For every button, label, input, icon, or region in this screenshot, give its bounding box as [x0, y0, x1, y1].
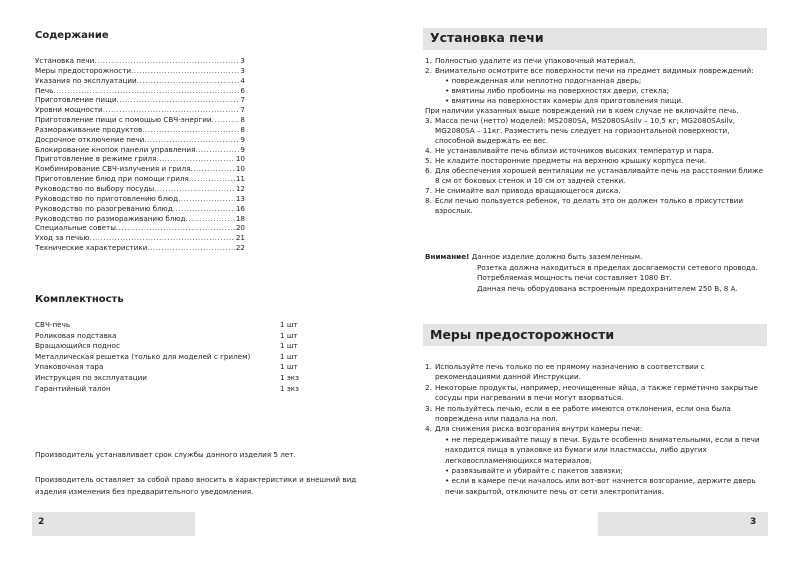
- kit-row: [35, 373, 305, 384]
- warning-label: Внимание!: [425, 252, 470, 261]
- numbered-item: [425, 156, 763, 166]
- toc-entry-page: 10: [235, 164, 245, 174]
- item-number: 3.: [425, 403, 432, 413]
- page-number-right: 3: [750, 517, 757, 527]
- kit-item: Металлическая решетка (только для моделей с грилем): [35, 351, 251, 361]
- toc-entry-page: 8: [240, 115, 245, 125]
- toc-entry-title: Приготовление в режиме гриля: [35, 154, 157, 164]
- bullet-item: • вмятины на поверхностях камеры для приготовления пищи.: [445, 96, 684, 105]
- toc-entry-title: Руководство по разогреванию блюд: [35, 203, 173, 213]
- bullet-item: • развязывайте и убирайте с пакетов завязки;: [445, 466, 623, 476]
- toc-entry-page: 13: [235, 193, 245, 203]
- numbered-item: [425, 424, 763, 434]
- toc-entry-page: 7: [240, 105, 245, 115]
- item-number: 2.: [425, 382, 432, 392]
- toc-entry-page: 3: [240, 56, 245, 65]
- toc-row: [35, 184, 245, 194]
- item-text: Не снимайте вал привода вращающегося диска.: [435, 186, 621, 195]
- numbered-item: [425, 56, 763, 66]
- kit-row: [35, 331, 305, 342]
- toc-entry-title: Комбинирование СВЧ-излучения и гриля: [35, 164, 191, 174]
- warning-block: [425, 252, 763, 294]
- toc-entry-page: 11: [235, 174, 245, 184]
- toc-entry-page: 4: [240, 75, 245, 85]
- toc-row: [35, 233, 245, 243]
- toc-row: [35, 154, 245, 164]
- kit-row: [35, 352, 305, 363]
- toc-row: [35, 164, 245, 174]
- toc-row: [35, 56, 245, 66]
- toc-entry-title: Меры предосторожности: [35, 65, 132, 75]
- toc-leader-dots: [117, 95, 240, 105]
- toc-entry-title: Блокирование кнопок панели управления: [35, 144, 196, 154]
- toc-entry-page: 12: [235, 183, 245, 193]
- kit-row: [35, 362, 305, 373]
- left-footer-bar: [32, 512, 195, 536]
- install-instructions: [425, 56, 763, 216]
- warning-first: Данное изделие должно быть заземленным.: [471, 252, 643, 261]
- toc-leader-dots: [185, 214, 234, 224]
- kit-item: Упаковочная тара: [35, 362, 104, 372]
- item-number: 2.: [425, 66, 432, 75]
- bullet-item: • поврежденная или неплотно подогнанная дверь;: [445, 76, 642, 85]
- item-number: 8.: [425, 196, 432, 205]
- numbered-item: [425, 196, 763, 216]
- item-text: Не кладите посторонние предметы на верхнюю крышку корпуса печи.: [435, 156, 707, 165]
- numbered-item: [425, 116, 763, 146]
- toc-entry-title: Уровни мощности: [35, 105, 103, 115]
- numbered-item: [425, 66, 763, 76]
- toc-entry-page: 18: [235, 213, 245, 223]
- item-text: Масса печи (нетто) моделей: MS2080SA, MS2080SAsilv – 10,5 кг; MG2080SAsilv, MG2080SA – 11кг. Разместить печь следует на горизонтальной поверхности, способной выдержать ее вес.: [435, 116, 736, 145]
- toc-entry-title: Печь: [35, 85, 54, 95]
- rights-note: Производитель оставляет за собой право вносить в характеристики и внешний вид изделия изменения без предварительного уведомления.: [35, 475, 357, 496]
- item-number: 1.: [425, 362, 432, 371]
- kit-item: Вращающийся поднос: [35, 341, 120, 351]
- kit-qty: 1 шт: [280, 362, 298, 372]
- toc-entry-title: Технические характеристики: [35, 243, 148, 253]
- toc-entry-title: Приготовление пищи: [35, 95, 117, 105]
- kit-list: [35, 320, 305, 394]
- item-text: Для обеспечения хорошей вентиляции не устанавливайте печь на расстоянии ближе 8 см от боковых стенок и 10 см от задней стенки.: [435, 166, 763, 185]
- kit-qty: 1 шт: [280, 351, 298, 361]
- toc-leader-dots: [53, 86, 239, 96]
- kit-qty: 1 шт: [280, 320, 298, 329]
- kit-title: Комплектность: [35, 294, 124, 305]
- install-title: Установка печи: [430, 30, 544, 45]
- bullet-item: • не передерживайте пищу в печи. Будьте особенно внимательными, если в печи находится пища в упаковке из бумаги или пластмассы, либо других легковоспламеняющихся материалов;: [445, 434, 760, 465]
- toc-row: [35, 115, 245, 125]
- item-text: Не пользуйтесь печью, если в ее работе имеются отклонения, если она была повреждена или падала на пол.: [435, 403, 731, 424]
- toc-row: [35, 145, 245, 155]
- toc-leader-dots: [156, 154, 234, 164]
- toc-entry-page: 8: [240, 124, 245, 134]
- toc-entry-title: Приготовление блюд при помощи гриля: [35, 174, 189, 184]
- toc-row: [35, 214, 245, 224]
- item-text: Полностью удалите из печи упаковочный материал.: [435, 56, 636, 65]
- numbered-item: [425, 146, 763, 156]
- toc-entry-page: 7: [240, 95, 245, 105]
- toc-entry-title: Приготовление пищи с помощью СВЧ-энергии: [35, 115, 212, 125]
- toc-entry-title: Размораживание продуктов: [35, 124, 143, 134]
- toc-entry-title: Досрочное отключение печи: [35, 134, 145, 144]
- toc-leader-dots: [137, 76, 240, 86]
- toc-entry-page: 6: [240, 85, 245, 95]
- item-number: 3.: [425, 116, 432, 125]
- toc-entry-page: 21: [235, 233, 245, 243]
- toc-entry-title: Руководство по размораживанию блюд: [35, 213, 186, 223]
- toc-title: Содержание: [35, 30, 109, 41]
- item-number: 4.: [425, 146, 432, 155]
- toc-row: [35, 243, 245, 253]
- numbered-item: [425, 362, 763, 383]
- kit-row: [35, 341, 305, 352]
- precautions-title: Меры предосторожности: [430, 327, 615, 342]
- toc-row: [35, 66, 245, 76]
- toc-leader-dots: [116, 223, 235, 233]
- service-life-note: Производитель устанавливает срок службы данного изделия 5 лет.: [35, 450, 296, 459]
- item-number: 4.: [425, 424, 432, 434]
- right-footer-bar: [598, 512, 768, 536]
- plain-text: При наличии указанных выше повреждений ни в коем случае не включайте печь.: [425, 106, 739, 115]
- table-of-contents: [35, 56, 245, 253]
- toc-entry-page: 10: [235, 154, 245, 164]
- item-number: 5.: [425, 156, 432, 165]
- toc-leader-dots: [131, 66, 239, 76]
- item-number: 7.: [425, 186, 432, 195]
- numbered-item: [425, 383, 763, 404]
- kit-item: Инструкция по эксплуатации: [35, 372, 147, 382]
- warning-line: Розетка должна находиться в пределах досягаемости сетевого провода. Потребляемая мощность печи составляет 1080 Вт.: [477, 262, 758, 283]
- toc-row: [35, 194, 245, 204]
- toc-leader-dots: [212, 115, 240, 125]
- item-text: Некоторые продукты, например, неочищенные яйца, а также герметично закрытые сосуды при нагревании в печи могут взорваться.: [435, 382, 759, 403]
- kit-row: [35, 320, 305, 331]
- item-text: Используйте печь только по ее прямому назначению в соответствии с рекомендациями данной Инструкции.: [435, 362, 705, 382]
- numbered-item: [425, 166, 763, 186]
- kit-qty: 1 экз: [280, 383, 299, 393]
- kit-item: Гарантийный талон: [35, 383, 111, 393]
- toc-entry-page: 9: [240, 144, 245, 154]
- toc-entry-title: Указания по эксплуатации: [35, 75, 137, 85]
- warning-line: Данная печь оборудована встроенным предохранителем 250 В, 8 А.: [477, 283, 738, 293]
- toc-leader-dots: [178, 194, 235, 204]
- toc-entry-title: Уход за печью: [35, 233, 90, 243]
- item-text: Если печью пользуется ребенок, то делать это он должен только в присутствии взрослых.: [435, 196, 744, 215]
- toc-leader-dots: [89, 233, 234, 243]
- toc-entry-page: 16: [235, 203, 245, 213]
- item-text: Внимательно осмотрите все поверхности печи на предмет видимых повреждений:: [435, 66, 754, 75]
- toc-row: [35, 174, 245, 184]
- toc-entry-title: Руководство по выбору посуды: [35, 183, 155, 193]
- toc-entry-page: 22: [235, 243, 245, 253]
- toc-row: [35, 135, 245, 145]
- toc-entry-title: Специальные советы: [35, 223, 116, 233]
- toc-entry-page: 9: [240, 134, 245, 144]
- toc-leader-dots: [142, 125, 239, 135]
- kit-item: Роликовая подставка: [35, 330, 117, 340]
- toc-leader-dots: [144, 135, 239, 145]
- toc-leader-dots: [195, 145, 239, 155]
- kit-qty: 1 экз: [280, 372, 299, 382]
- page-number-left: 2: [38, 517, 45, 527]
- item-text: Не устанавливайте печь вблизи источников высоких температур и пара.: [435, 146, 714, 155]
- toc-leader-dots: [173, 204, 235, 214]
- bullet-item: • если в камере печи началось или вот-вот начнется возгорание, держите дверь печи закрытой, отключите печь от сети электропитания.: [445, 476, 756, 496]
- numbered-item: [425, 186, 763, 196]
- toc-leader-dots: [189, 174, 235, 184]
- toc-leader-dots: [147, 243, 234, 253]
- toc-entry-title: Установка печи: [35, 56, 95, 65]
- toc-row: [35, 125, 245, 135]
- kit-qty: 1 шт: [280, 341, 298, 351]
- toc-leader-dots: [154, 184, 235, 194]
- numbered-item: [425, 404, 763, 425]
- toc-leader-dots: [190, 164, 234, 174]
- kit-row: [35, 384, 305, 395]
- item-number: 6.: [425, 166, 432, 175]
- toc-row: [35, 95, 245, 105]
- toc-row: [35, 86, 245, 96]
- toc-leader-dots: [103, 105, 240, 115]
- toc-leader-dots: [94, 56, 239, 66]
- toc-row: [35, 223, 245, 233]
- precautions-list: [425, 362, 763, 497]
- toc-entry-page: 20: [235, 223, 245, 233]
- kit-qty: 1 шт: [280, 330, 298, 340]
- item-text: Для снижения риска возгорания внутри камеры печи:: [435, 424, 643, 434]
- item-number: 1.: [425, 56, 432, 65]
- toc-row: [35, 76, 245, 86]
- bullet-item: • вмятины либо пробоины на поверхностях двери, стекла;: [445, 86, 670, 95]
- toc-entry-page: 3: [240, 65, 245, 75]
- toc-row: [35, 204, 245, 214]
- kit-item: СВЧ-печь: [35, 320, 71, 329]
- toc-row: [35, 105, 245, 115]
- toc-entry-title: Руководство по приготовлению блюд: [35, 193, 179, 203]
